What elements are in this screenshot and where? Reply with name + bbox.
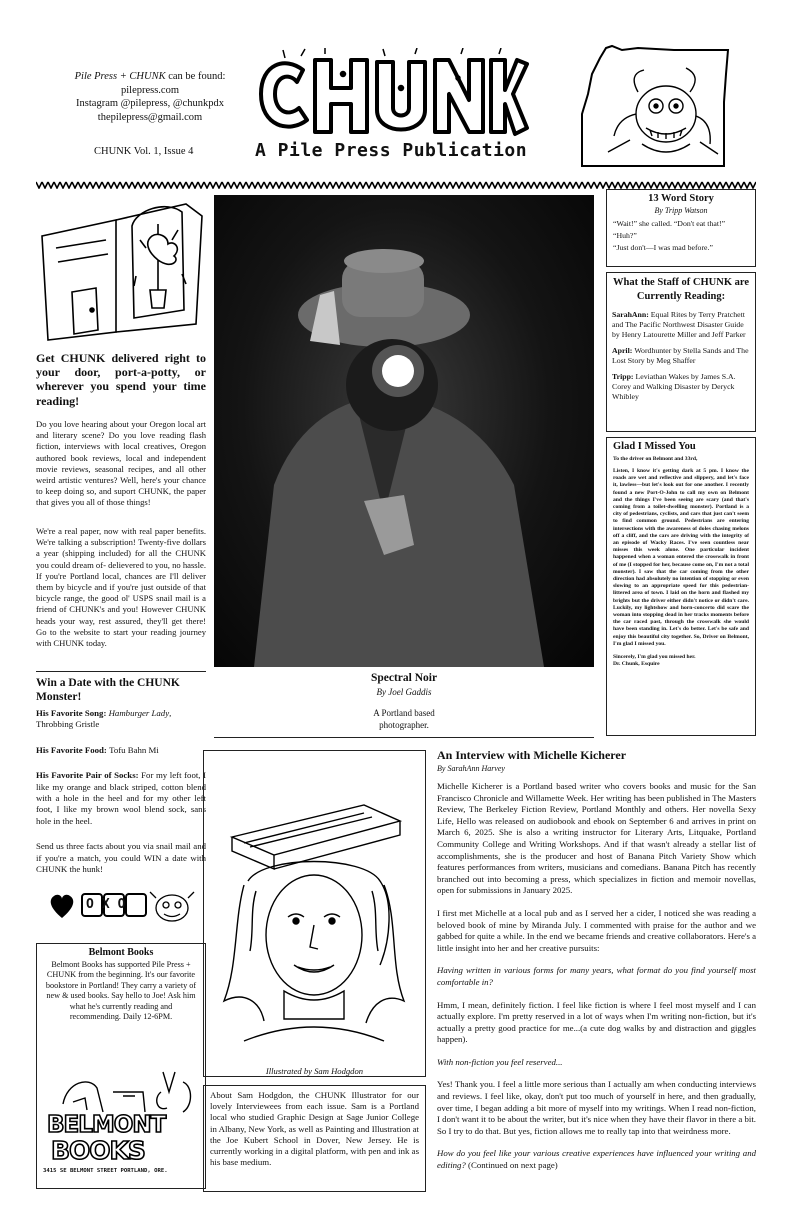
date-send-info: Send us three facts about you via snail mail and if you're a match, you could WIN a date with CHUNK the hunk! bbox=[36, 841, 206, 875]
belmont-logo bbox=[43, 1062, 199, 1182]
glad-to: To the driver on Belmont and 33rd, bbox=[613, 456, 698, 462]
staff-books-3: Leviathan Wakes by James S.A. Corey and Walking Disaster by Deryck Whibley bbox=[612, 372, 736, 401]
glad-sign-1: Sincerely, I'm glad you missed her. bbox=[613, 654, 696, 661]
song-value: Hamburger Lady bbox=[108, 708, 170, 718]
about-sam-box: About Sam Hodgdon, the CHUNK Illustrator for our lovely Interviewees from each issue. Sam is a Portland local who studied Graphic Design at Sage Junior College in Albany, New York, as well as Painting and Illustration at the Joe Kubert School in Dover, New Jersey. He is currently working in a digital platform, with pen and ink as his base medium. bbox=[203, 1085, 426, 1192]
interview-body bbox=[437, 781, 756, 1172]
belmont-books-box bbox=[36, 943, 206, 1189]
interview-question-3: How do you feel like your various creative experiences have influenced your writing and editing? bbox=[437, 1148, 756, 1171]
interview-question-1: Having written in various forms for many years, what format do you find yourself most comfortable in? bbox=[437, 965, 756, 987]
thirteen-line2: “Huh?” bbox=[613, 231, 637, 240]
thirteen-line1: “Wait!” she called. “Don't eat that!” bbox=[613, 219, 726, 228]
spectral-noir-photo bbox=[214, 195, 594, 667]
belmont-address: 3415 SE BELMONT STREET PORTLAND, ORE. bbox=[43, 1168, 168, 1174]
xoxo-text: OXO bbox=[86, 897, 134, 912]
oregon-monster-illustration bbox=[578, 44, 736, 170]
found-email: thepilepress@gmail.com bbox=[97, 111, 203, 123]
belmont-title: Belmont Books bbox=[88, 947, 154, 958]
heart-icon bbox=[51, 895, 74, 918]
chunk-logo bbox=[255, 48, 530, 140]
staff-title: What the Staff of CHUNK are Currently Reading: bbox=[613, 277, 749, 302]
socks-value: For my left foot, I like my orange and black striped, cotton blend with a hole in the heel and for my other left foot, I like my brown wool blend sock, sans hole in the heel. bbox=[36, 770, 207, 826]
masthead-subtitle: A Pile Press Publication bbox=[255, 140, 528, 161]
food-value: Tofu Bahn Mi bbox=[109, 744, 159, 755]
food-label: His Favorite Food: bbox=[36, 744, 110, 755]
interview-byline: By SarahAnn Harvey bbox=[437, 764, 505, 773]
staff-name-1: SarahAnn: bbox=[612, 310, 651, 319]
illustration-caption: Illustrated by Sam Hodgdon bbox=[265, 1066, 364, 1076]
belmont-logo-top: BELMONT bbox=[47, 1112, 166, 1138]
photo-title: Spectral Noir bbox=[370, 672, 438, 684]
staff-books-2: Wordhunter by Stella Sands and The Lost Story by Meg Shaffer bbox=[612, 346, 749, 365]
glad-title: Glad I Missed You bbox=[613, 441, 696, 452]
center-rule bbox=[214, 737, 594, 738]
staff-name-3: Tripp: bbox=[612, 372, 636, 381]
thirteen-title: 13 Word Story bbox=[648, 193, 714, 204]
interview-question-2: With non-fiction you feel reserved... bbox=[437, 1056, 563, 1067]
mailbox-illustration bbox=[36, 190, 208, 348]
xoxo-art bbox=[46, 884, 196, 928]
staff-name-2: April: bbox=[612, 346, 635, 355]
belmont-text: Belmont Books has supported Pile Press + CHUNK from the beginning. It's our favorite bookstore in Portland! They carry a variety of new & used books. Say hello to Joe! Ask him what he's currently reading and recommending. Daily 12-6PM. bbox=[45, 960, 197, 1022]
portrait-box bbox=[203, 750, 426, 1077]
left-rule bbox=[36, 671, 206, 672]
interview-paragraph-2: I first met Michelle at a local pub and as I served her a cider, I noticed she was reading a beloved book of mine by Miranda July. I commented with praise for the author and we gabbed for quite a while. In the end we became friends and creative collaborators. Here's a little insight into her and her creative pursuits: bbox=[437, 907, 756, 953]
date-details: His Favorite Song: Hamburger Lady, Throbbing Gristle His Favorite Food: Tofu Bahn Mi His Favorite Pair of Socks: For my left foot, I like my orange and black striped, cotton blend with a hole in the heel and for my other left foot, I like my brown wool blend sock, sans hole in the heel. Send us three facts about you via snail mail and if you're a match, you could WIN a date with CHUNK the hunk! bbox=[36, 708, 207, 875]
glad-sign-2: Dr. Chunk, Esquire bbox=[613, 661, 660, 668]
staff-books-1: Equal Rites by Terry Pratchett and The Pacific Northwest Disaster Guide by Henry Latourette Miller and Jeff Parker bbox=[612, 310, 746, 339]
michelle-portrait-illustration bbox=[204, 751, 424, 1051]
interview-answer-2: Yes! Thank you. I feel a little more serious than I actually am when conducting interviews and reviews. I feel like, okay, don't put too much of yourself in here, and then gradually, over time, I began adding a bit more of myself into my writings. When I read non-fiction, I don't want it to be about the writer, but it's nice when they have their flavor in there a bit. So I try to do that. But yes, fiction allows me to really tap into that weirdness more. bbox=[437, 1079, 756, 1136]
continued-note: (Continued on next page) bbox=[465, 1160, 558, 1171]
masthead-divider bbox=[36, 174, 756, 182]
interview-title: An Interview with Michelle Kicherer bbox=[437, 748, 627, 762]
thirteen-word-story-box bbox=[606, 189, 756, 267]
staff-reading-box bbox=[606, 272, 756, 432]
glad-body: Listen, I know it's getting dark at 5 pm. I know the roads are wet and reflective and slippery, and let's face it, lawless—but let's look out for one another. I recently found a new Port-O-John to call my own on Belmont and the things I've been seeing are scary (and that's coming from a toilet-dwelling monster). Portland is a city of pedestrians, cyclists, and cars that just can't seem to find common ground. Pedestrians are entering intersections with the awareness of doles chasing melons off a cliff, and the cars are driving with the integrity of an episode of Wacky Races. I've seen countless near misses this week alone. One particular incident happened when a woman entered the crosswalk in front of me (I stopped for her, because come on, I'm not a total monster). I saw that the car coming from the other direction had absolutely no intention of stopping or even slowing to an appropriate speed for this pedestrian-littered area of town. I laid on the horn and flashed my brights but the driver either didn't notice or didn't care. Luckily, my lightshow and horn-concerto did scare the woman into stopping dead in her tracks moments before the car raced past, through the crosswalk she would have been standing in. Let's do better. Let's be safe and enjoy this beautiful city together. So, Driver on Belmont, I'm glad I missed you. bbox=[613, 468, 749, 647]
thirteen-line3: “Just don't—I was mad before.” bbox=[613, 243, 713, 252]
found-site: pilepress.com bbox=[120, 84, 180, 96]
interview-answer-1: Hmm, I mean, definitely fiction. I feel like fiction is where I feel most myself and I can actually explore. I'm pretty reserved in a lot of ways when I'm writing non-fiction, but it's actually a pretty good practice for me...(a cute dog walks by and distraction and giggles happen). bbox=[437, 999, 756, 1045]
photo-caption: A Portland based photographer. bbox=[373, 708, 435, 730]
found-instagram: Instagram @pilepress, @chunkpdx bbox=[76, 98, 224, 109]
chunk-logo-art bbox=[255, 48, 530, 140]
issue-label: CHUNK Vol. 1, Issue 4 bbox=[94, 146, 194, 157]
belmont-logo-bottom: BOOKS bbox=[51, 1136, 145, 1165]
thirteen-byline: By Tripp Watson bbox=[654, 206, 708, 215]
glad-missed-you-box bbox=[606, 437, 756, 736]
found-at-block: Pile Press + CHUNK can be found: pilepress.com Instagram @pilepress, @chunkpdx thepilepress@gmail.com bbox=[60, 70, 240, 124]
date-headline: Win a Date with the CHUNK Monster! bbox=[36, 677, 180, 703]
interview-paragraph-1: Michelle Kicherer is a Portland based writer who covers books and music for the San Francisco Chronicle and Willamette Week. Her writing has been published in The Masters Review, The Berkeley Fiction Review, Portland Monthly and others. Her novella Sexy Life, Hello was released on audiobook and ebook on September 6 and arrives in print on March 6, 2025. She is also a writing instructor for Literary Arts, Litquake, Portland Community College and Writing Workshops. And if that wasn't already a stellar list of accomplishments, she is the producer and host of Banana Pitch Variety Show which features performances from writers, musicians and comedians. Banana Pitch has recently branched out into becoming a press, which specializes in fiction and memoir novellas, open for submissions in January 2025. bbox=[437, 781, 756, 896]
delivery-paragraph-2: We're a real paper, now with real paper benefits. We're talking a subscription! Twenty-five dollars a year (shipping included) for all the CHUNK you could dream of- delievered to you, no hassle. If you're Portland local, chances are I'll deliver them by bicycle and if you're just outside of that bicycle range, the good ol' USPS snail mail is a friend of CHUNK's and you! However CHUNK heads your way, rest assured, they'll get there! Go to the website to start your reading journey with CHUNK today. bbox=[36, 526, 206, 649]
delivery-paragraph-1: Do you love hearing about your Oregon local art and literary scene? Do you love reading flash fiction, interviews with local creatives, Oregon authored book reviews, local and independent movie reviews, seasonal recipes, and all other weird artistic ventures? Well, here's your chance to keep doing so, and suport CHUNK, the paper that gives you all of those things! bbox=[36, 419, 206, 508]
delivery-headline: Get CHUNK delivered right to your door, port-a-potty, or wherever you spend your time reading! bbox=[36, 351, 206, 408]
found-pile-press: Pile Press + CHUNK bbox=[74, 71, 166, 82]
photo-byline: By Joel Gaddis bbox=[376, 687, 432, 697]
socks-label: His Favorite Pair of Socks: bbox=[36, 770, 142, 781]
song-label: His Favorite Song: bbox=[36, 708, 109, 718]
